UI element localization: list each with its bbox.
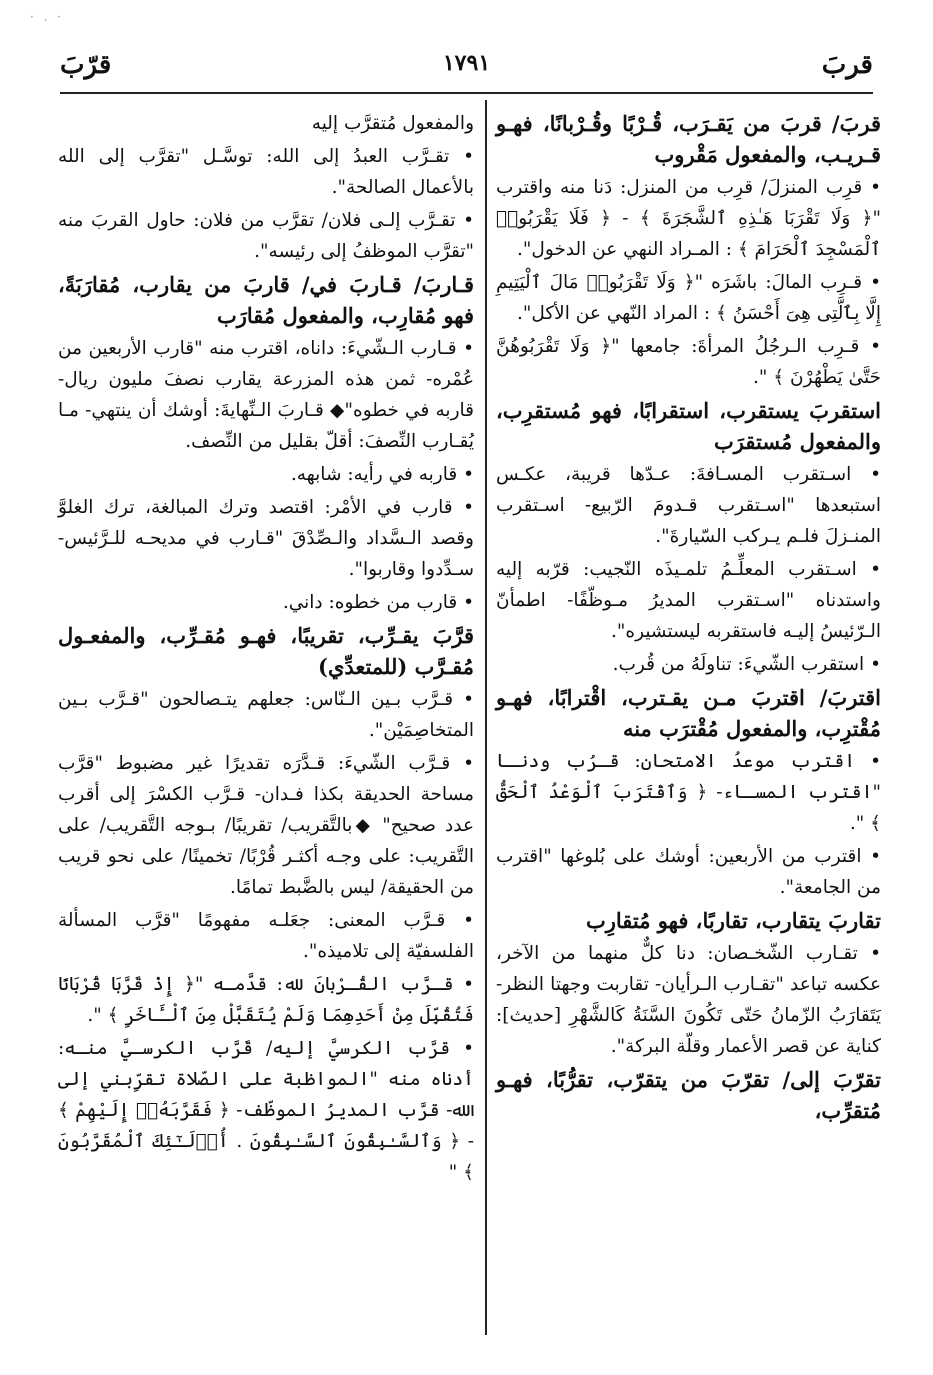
entry-sense: • تقـرَّب إلـى فلان/ تقرَّب من فلان: حاول القربَ منه "تقرَّب الموظفُ إلى رئيسه".	[58, 210, 474, 262]
entry-headword: تقرّبَ إلى/ تقرّبَ من يتقرّب، تقرُّبًا، فهـو مُتقرِّب،	[496, 1067, 881, 1123]
entry-sense: • اسـتقرب المسـافةَ: عـدّها قريبة، عكـس استبعدها "اسـتقرب قـدومَ الرّبيع- اسـتقرب المنـزلَ فلـم يـركب السّيارةَ".	[496, 464, 881, 547]
header-rule	[60, 92, 873, 94]
scan-specks: · . ·	[30, 10, 65, 24]
entry-sense: • قـارب الـشّيءَ: داناه، اقترب منه "قارب الأربعين من عُمْره- ثمن هذه المزرعة يقارب نصفَ مليون ريال- قاربه في خطوه"◆ قـاربَ الـنِّهايةَ: أوشك أن ينتهي- مـا يُقـارب النِّصفَ: أقلّ بقليل من النِّصف.	[58, 338, 474, 452]
page-number: ١٧٩١	[442, 50, 491, 76]
entry-sense: • قـرِب الـرجُلُ المرأةَ: جامعها "﴿ وَلَا تَقْرَبُوهُنَّ حَتَّىٰ يَطْهُرْنَ ﴾ ".	[496, 336, 881, 388]
entry-sense: • قارب في الأمْر: اقتصد وترك المبالغة، ترك الغلوَّ وقصد الـسَّداد والـصِّدْقَ "قـارب في مديحـه للـرَّئيس- سـدِّدوا وقاربوا".	[58, 497, 474, 580]
entry-headword: تقاربَ يتقارب، تقاربًا، فهو مُتقارِب	[585, 908, 881, 933]
entry-sense: • قـرَّب القُـرْبانَ لله: قدَّمـه "﴿ إِذْ قَرَّبَا قُرْبَانًا فَتُقُبِّلَ مِنْ أَحَدِهِمَا وَلَمْ يُتَقَبَّلْ مِنَ ٱلْـَٔاخَرِ ﴾ ".	[58, 974, 474, 1026]
entry-headword: قرَّبَ يقـرِّب، تقريبًا، فهـو مُقـرِّب، والمفعـول مُقـرَّب (للمتعدِّي)	[58, 623, 474, 679]
right-column	[496, 108, 881, 1128]
entry-sense: • استقرب الشّيءَ: تناولَهُ من قُرب.	[612, 654, 881, 675]
entry-headword: قربَ/ قربَ من يَقـرَب، قُـرْبًا وقُـرْبانًا، فهـو قـريـب، والمفعول مَقْروب	[496, 111, 881, 167]
entry-sense: • قرِب المنزلَ/ قرِب من المنزل: دَنا منه واقترب "﴿ وَلَا تَقْرَبَا هَـٰذِهِ ٱلشَّجَرَةَ ﴾ - ﴿ فَلَا يَقْرَبُوا۟ ٱلْمَسْجِدَ ٱلْحَرَامَ ﴾ : المـراد النهي عن الدخول".	[496, 177, 881, 260]
entry-sense: • اقترب من الأربعين: أوشك على بُلوغها "اقترب من الجامعة".	[496, 846, 881, 898]
entry-headword: اقتربَ/ اقتربَ مـن يقـترب، اقْترابًا، فهـو مُقْترِب، والمفعول مُقْترَب منه	[496, 685, 881, 741]
entry-sense: • تقـارب الشّخـصان: دنا كلٌّ منهما من الآخر، عكسه تباعد "تقـارب الـرأيان- تقاربت وجهتا النظر- يَتَقارَبُ الزّمانُ حَتّى تَكُونَ السَّنَةُ كَالشَّهْرِ [حديث]: كناية عن قصر الأعمار وقلّة البركة".	[496, 943, 881, 1057]
entry-sense: • تقـرَّب العبدُ إلى الله: توسَّـل "تقرَّب إلى الله بالأعمال الصالحة".	[58, 146, 474, 198]
entry-sense: • قاربه في رأيه: شابهه.	[290, 464, 474, 485]
page-header	[60, 50, 873, 90]
entry-sense: • اسـتقرب المعلِّـمُ تلمـيذَه النّجيب: قرّبه إليه واستدناه "اسـتقرب المديرُ مـوظّفًا- اطمأنّ الـرّئيسُ إليـه فاستقربه ليستشيره".	[496, 559, 881, 642]
column-divider	[485, 100, 487, 1335]
entry-headword: قـاربَ/ قـاربَ في/ قاربَ من يقارب، مُقارَبَةً، فهو مُقارِب، والمفعول مُقارَب	[58, 272, 474, 328]
entry-sense: • قـرِب المالَ: باشَرَه "﴿ وَلَا تَقْرَبُوا۟ مَالَ ٱلْيَتِيمِ إِلَّا بِٱلَّتِى هِىَ أَحْسَنُ ﴾ : المراد النّهي عن الأكل".	[496, 272, 881, 324]
left-column	[58, 108, 474, 1190]
entry-sense: • قـرَّب المعنى: جعَلـه مفهومًا "قرَّب المسألة الفلسفيّة إلى تلاميذه".	[58, 910, 474, 962]
entry-headword: استقربَ يستقرب، استقرابًا، فهو مُستقرِب، والمفعول مُستقرَب	[496, 398, 881, 454]
entry-sense: والمفعول مُتقرَّب إليه	[311, 113, 474, 134]
header-guide-word-left: قرّبَ	[60, 50, 112, 80]
entry-sense: • قرَّب الكرسيَّ إليه/ قَرَّب الكرسـيَّ منـه: أدناه منه "المواظبة على الصّلاة تقرِّبني إلى الله- قرَّب المديرُ الموظّف- ﴿ فَقَرَّبَهُۥٓ إِلَيْهِمْ ﴾ - ﴿ وَٱلسَّـٰبِقُونَ ٱلسَّـٰبِقُونَ . أُو۟لَـٰٓئِكَ ٱلْمُقَرَّبُونَ ﴾ "	[58, 1038, 474, 1183]
entry-sense: • قـرَّب بـين الـنّاس: جعلهم يتـصالحون "قـرَّب بـين المتخاصِمَيْن".	[58, 689, 474, 741]
entry-sense: • قـرَّب الشّيءَ: قـدَّرَه تقديرًا غير مضبوط "قرَّب مساحة الحديقة بكذا فـدان- قـرَّب الكسْرَ إلى أقرب عدد صحيح" ◆بالتَّقريب/ تقريبًا/ بـوجه التَّقريب/ على التَّقريب: على وجـه أكثـر قُرْبًا/ تخمينًا/ على نحو قريب من الحقيقة/ ليس بالضَّبط تمامًا.	[58, 753, 474, 898]
entry-sense: • اقترب موعدُ الامتحان: قـرُب ودنـا "اقترب المسـاء- ﴿ وَٱقْتَرَبَ ٱلْوَعْدُ ٱلْحَقُّ ﴾ ".	[496, 751, 881, 834]
header-guide-word-right: قربَ	[821, 50, 873, 80]
entry-sense: • قارب من خطوه: داني.	[282, 592, 474, 613]
